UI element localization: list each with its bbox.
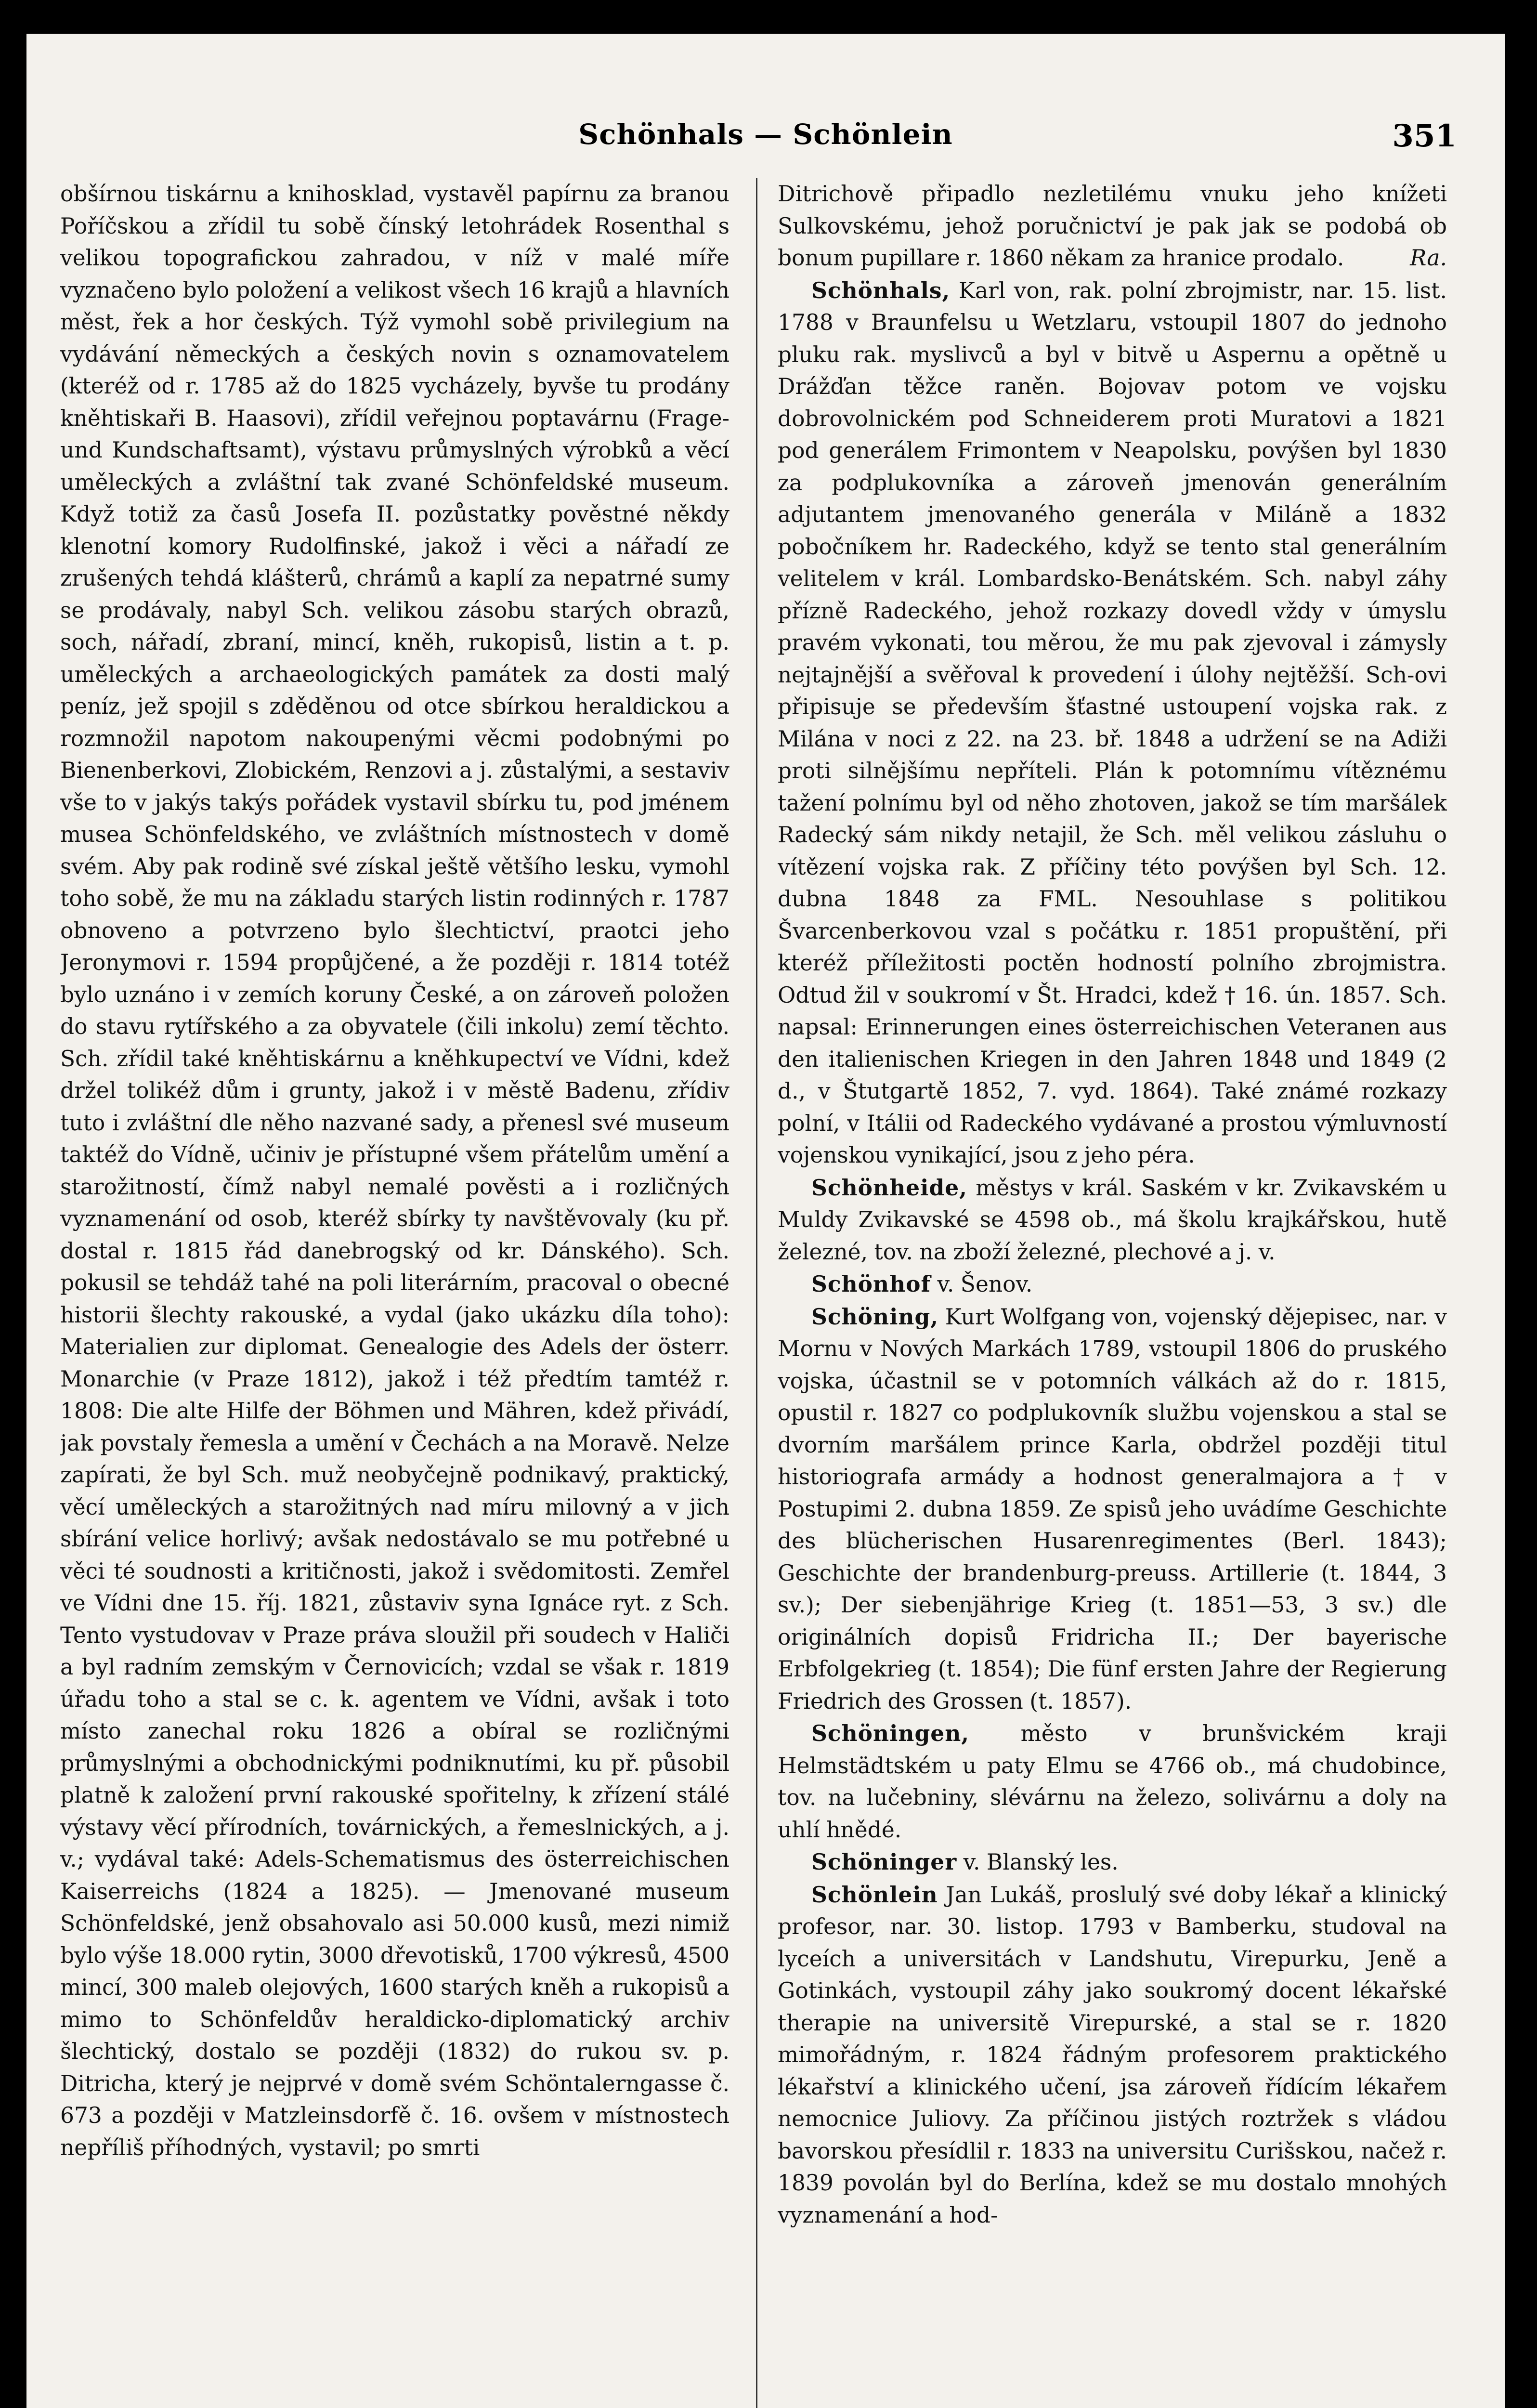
entry-text: město v brunšvickém kraji Helmstädtském u paty Elmu se 4766 ob., má chudobince, tov. na lučebniny, slévárnu na železo, solivárnu a doly na uhlí hnědé. — [778, 1721, 1447, 1843]
headword: Schönlein — [811, 1881, 938, 1908]
headword: Schöningen, — [811, 1720, 970, 1746]
entry-text: v. Blanský les. — [963, 1849, 1119, 1875]
headword: Schöning, — [811, 1303, 939, 1330]
entry-text: Karl von, rak. polní zbrojmistr, nar. 15. list. 1788 v Braunfelsu u Wetzlaru, vstoupil 1807 do jednoho pluku rak. myslivců a byl v bitvě u Aspernu a opětně u Drážďan těžce raněn. Bojovav potom ve vojsku dobrovolnickém pod Schneiderem proti Muratovi a 1821 pod generálem Frimontem v Neapolsku, povýšen byl 1830 za podplukovníka a zároveň jmenován generálním adjutantem jmenovaného generála v Miláně a 1832 pobočníkem hr. Radeckého, když se tento stal generálním velitelem v král. Lombardsko-Benátském. Sch. nabyl záhy přízně Radeckého, jehož rozkazy dovedl vždy v úmyslu pravém vykonati, tou měrou, že mu pak zjevoval i zámysly nejtajnější a svěřoval k provedení i úlohy nejtěžší. Sch-ovi připisuje se především šťastné ustoupení vojska rak. z Milána v noci z 22. na 23. bř. 1848 a udržení se na Adiži proti silnějšímu nepříteli. Plán k potomnímu vítěznému tažení polnímu byl od něho zhotoven, jakož se tím maršálek Radecký sám nikdy netajil, že Sch. měl velikou zásluhu o vítězení vojska rak. Z příčiny této povýšen byl Sch. 12. dubna 1848 za FML. Nesouhlase s politikou Švarcenberkovou vzal s počátku r. 1851 propuštění, při kteréž příležitosti poctěn hodností polního zbrojmistra. Odtud žil v soukromí v Št. Hradci, kdež † 16. ún. 1857. Sch. napsal: Erinnerungen eines österreichischen Veteranen aus den italienischen Kriegen in den Jahren 1848 und 1849 (2 d., v Štutgartě 1852, 7. vyd. 1864). Také známé rozkazy polní, v Itálii od Radeckého vydávané a prostou výmluvností vojenskou vynikající, jsou z jeho péra. — [778, 277, 1447, 1168]
entry-schoning — [778, 1301, 1447, 1718]
entry-schonhals — [778, 275, 1447, 1172]
column-divider — [756, 178, 757, 2408]
headword: Schöninger — [811, 1849, 957, 1875]
running-head — [26, 118, 1505, 161]
headword: Schönhals, — [811, 277, 951, 303]
left-column — [60, 178, 729, 2408]
right-column — [778, 178, 1447, 2408]
left-column-text: obšírnou tiskárnu a knihosklad, vystavěl papírnu za branou Poříčskou a zřídil tu sobě čínský letohrádek Rosenthal s velikou topografickou zahradou, v níž v malé míře vyznačeno bylo položení a velikost všech 16 krajů a hlavních měst, řek a hor českých. Týž vymohl sobě privilegium na vydávání německých a českých novin s oznamovatelem (kteréž od r. 1785 až do 1825 vycházely, byvše tu prodány kněhtiskaři B. Haasovi), zřídil veřejnou poptavárnu (Frage- und Kundschaftsamt), výstavu průmyslných výrobků a věcí uměleckých a zvláštní tak zvané Schönfeldské museum. Když totiž za časů Josefa II. pozůstatky pověstné někdy klenotní komory Rudolfinské, jakož i věci a nářadí ze zrušených tehdá klášterů, chrámů a kaplí za nepatrné sumy se prodávaly, nabyl Sch. velikou zásobu starých obrazů, soch, nářadí, zbraní, mincí, kněh, rukopisů, listin a t. p. uměleckých a archaeologických památek za dosti malý peníz, jež spojil s zděděnou od otce sbírkou heraldickou a rozmnožil napotom nakoupenými věcmi podobnými po Bienenberkovi, Zlobickém, Renzovi a j. zůstalými, a sestaviv vše to v jakýs takýs pořádek vystavil sbírku tu, pod jménem musea Schönfeldského, ve zvláštních místnostech v domě svém. Aby pak rodině své získal ještě většího lesku, vymohl toho sobě, že mu na základu starých listin rodinných r. 1787 obnoveno a potvrzeno bylo šlechtictví, praotci jeho Jeronymovi r. 1594 propůjčené, a že později r. 1814 totéž bylo uznáno i v zemích koruny České, a on zároveň položen do stavu rytířského a za obyvatele (čili inkolu) zemí těchto. Sch. zřídil také kněhtiskárnu a kněhkupectví ve Vídni, kdež držel tolikéž dům i grunty, jakož i v městě Badenu, zřídiv tuto i zvláštní dle něho nazvané sady, a přenesl své museum taktéž do Vídně, učiniv je přístupné všem přátelům umění a starožitností, čímž nabyl nemalé pověsti a i rozličných vyznamenání od osob, kteréž sbírky ty navštěvovaly (ku př. dostal r. 1815 řád danebrogský od kr. Dánského). Sch. pokusil se tehdáž tahé na poli literárním, pracoval o obecné historii šlechty rakouské, a vydal (jako ukázku díla toho): Materialien zur diplomat. Genealogie des Adels der österr. Monarchie (v Praze 1812), jakož i též předtím tamtéž r. 1808: Die alte Hilfe der Böhmen und Mähren, kdež přivádí, jak povstaly řemesla a umění v Čechách a na Moravě. Nelze zapírati, že byl Sch. muž neobyčejně podnikavý, praktický, věcí uměleckých a starožitných nad míru milovný a v jich sbírání velice horlivý; avšak nedostávalo se mu potřebné u věci té soudnosti a kritičnosti, jakož i svědomitosti. Zemřel ve Vídni dne 15. říj. 1821, zůstaviv syna Ignáce ryt. z Sch. Tento vystudovav v Praze práva sloužil při soudech v Haliči a byl radním zemským v Černovicích; vzdal se však r. 1819 úřadu toho a stal se c. k. agentem ve Vídni, avšak i toto místo zanechal roku 1826 a obíral se rozličnými průmyslnými a obchodnickými podniknutími, ku př. působil platně k založení první rakouské spořitelny, k zřízení stálé výstavy věcí přírodních, továrnických, a řemeslnických, a j. v.; vydával také: Adels-Schematismus des österreichischen Kaiserreichs (1824 a 1825). — Jmenované museum Schönfeldské, jenž obsahovalo asi 50.000 kusů, mezi nimiž bylo výše 18.000 rytin, 3000 dřevotisků, 1700 výkresů, 4500 mincí, 300 maleb olejových, 1600 starých kněh a rukopisů a mimo to Schönfeldův heraldicko-diplomatický archiv šlechtický, dostalo se později (1832) do rukou sv. p. Ditricha, který je nejprvé v domě svém Schöntalerngasse č. 673 a později v Matzleinsdorfě č. 16. ovšem v místnostech nepříliš příhodných, vystavil; po smrti — [60, 181, 729, 2160]
entry-schonlein — [778, 1879, 1447, 2232]
entry-schoninger — [778, 1846, 1447, 1879]
entry-text: Jan Lukáš, proslulý své doby lékař a klinický profesor, nar. 30. listop. 1793 v Bamberku, studoval na lyceích a universitách v Landshutu, Virepurku, Jeně a Gotinkách, vystoupil záhy jako soukromý docent lékařské therapie na universitě Virepurské, a stal se r. 1820 mimořádným, r. 1824 řádným profesorem praktického lékařství a klinického učení, jsa zároveň řídícím lékařem nemocnice Juliovy. Za příčinou jistých roztržek s vládou bavorskou přesídlil r. 1833 na universitu Curišskou, načež r. 1839 povolán byl do Berlína, kdež se mu dostalo mnohých vyznamenání a hod- — [778, 1882, 1447, 2228]
entry-text: v. Šenov. — [937, 1271, 1033, 1297]
entry-schonhof — [778, 1268, 1447, 1301]
book-page — [26, 34, 1505, 2408]
entry-text: městys v král. Saském v kr. Zvikavském u Muldy Zvikavské se 4598 ob., má školu krajkářskou, hutě železné, tov. na zboží železné, plechové a j. v. — [778, 1175, 1447, 1265]
continuation-text: Ditrichově připadlo nezletilému vnuku jeho knížeti Sulkovskému, jehož poručnictví je pak jak se podobá ob bonum pupillare r. 1860 někam za hranice prodalo. — [778, 181, 1447, 271]
entry-schoningen — [778, 1717, 1447, 1846]
headword: Schönheide, — [811, 1174, 967, 1201]
continuation-paragraph — [778, 178, 1447, 275]
running-head-title: Schönhals — Schönlein — [578, 118, 953, 151]
entry-schonheide — [778, 1172, 1447, 1269]
entry-text: Kurt Wolfgang von, vojenský dějepisec, nar. v Mornu v Nových Markách 1789, vstoupil 1806 do pruského vojska, účastnil se v potomních válkách až do r. 1815, opustil r. 1827 co podplukovník službu vojenskou a stal se dvorním maršálem prince Karla, obdržel později titul historiografa armády a hodnost generalmajora a † v Postupimi 2. dubna 1859. Ze spisů jeho uvádíme Geschichte des blücherischen Husarenregimentes (Berl. 1843); Geschichte der brandenburg-preuss. Artillerie (t. 1844, 3 sv.); Der siebenjährige Krieg (t. 1851—53, 3 sv.) dle originálních dopisů Fridricha II.; Der bayerische Erbfolgekrieg (t. 1854); Die fünf ersten Jahre der Regierung Friedrich des Grossen (t. 1857). — [778, 1304, 1447, 1714]
author-signature: Ra. — [1410, 245, 1447, 271]
headword: Schönhof — [811, 1271, 931, 1297]
page-number: 351 — [1392, 118, 1457, 154]
